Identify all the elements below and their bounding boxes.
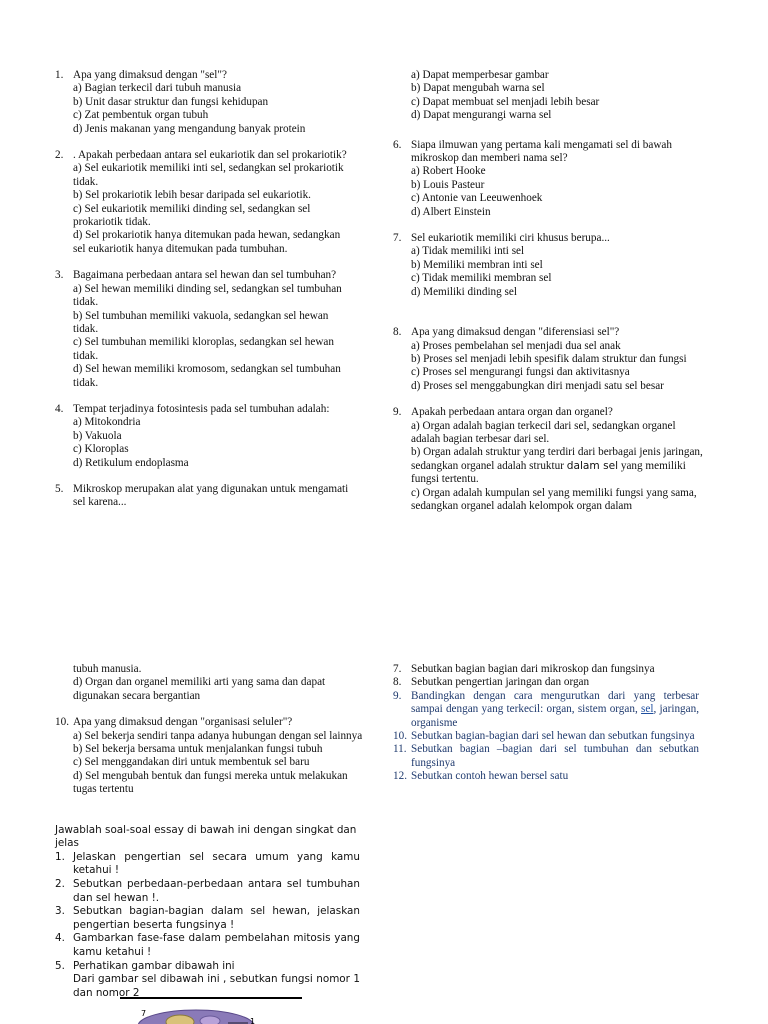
essay-item bbox=[55, 905, 360, 932]
question-number: 6. bbox=[393, 138, 402, 151]
page1-left-column bbox=[55, 69, 355, 523]
question-5 bbox=[55, 483, 355, 510]
question-number: 9. bbox=[393, 406, 402, 419]
option: a) Sel hewan memiliki dinding sel, sedangkan sel tumbuhan tidak. bbox=[73, 282, 342, 309]
option-text: yang memiliki fungsi tertentu. bbox=[411, 459, 686, 486]
option: c) Organ adalah kumpulan sel yang memiliki fungsi yang sama, sedangkan organel adalah kelompok organ dalam bbox=[411, 486, 697, 512]
option: d) Retikulum endoplasma bbox=[73, 456, 189, 469]
question-number: 2. bbox=[55, 149, 64, 162]
question-1 bbox=[55, 69, 355, 136]
diagram-label-7: 7 bbox=[141, 1009, 147, 1018]
page2-left-column bbox=[55, 663, 365, 1000]
list-item bbox=[393, 743, 699, 770]
item-number: 11. bbox=[393, 743, 407, 756]
item-text: Sebutkan bagian bagian dari mikroskop dan fungsinya bbox=[411, 663, 655, 675]
question-number: 7. bbox=[393, 232, 402, 245]
essay-text: Perhatikan gambar dibawah ini bbox=[73, 959, 235, 972]
question-6 bbox=[393, 139, 703, 219]
question-5-options bbox=[393, 69, 703, 123]
option-text: b) Organ adalah struktur yang terdiri dari berbagai jenis jaringan, sedangkan organel adalah struktur bbox=[411, 446, 703, 472]
option: b) Proses sel menjadi lebih spesifik dalam struktur dan fungsi bbox=[411, 352, 687, 365]
question-10 bbox=[55, 716, 365, 796]
item-text: Sebutkan pengertian jaringan dan organ bbox=[411, 676, 590, 689]
question-stem: Sel eukariotik memiliki ciri khusus berupa... bbox=[411, 232, 610, 245]
item-text-tail: , jaringan, organisme bbox=[411, 703, 699, 729]
option: a) Sel eukariotik memiliki inti sel, sedangkan sel prokariotik tidak. bbox=[73, 162, 344, 188]
question-number: 4. bbox=[55, 402, 64, 415]
option: a) Mitokondria bbox=[73, 416, 141, 429]
option: c) Proses sel mengurangi fungsi dan aktivitasnya bbox=[411, 366, 630, 379]
option: a) Dapat memperbesar gambar bbox=[411, 69, 549, 81]
essay-text: Jelaskan pengertian sel secara umum yang kamu ketahui ! bbox=[73, 850, 360, 877]
option: b) Vakuola bbox=[73, 429, 122, 442]
item-text: Sebutkan bagian-bagian dari sel hewan dan sebutkan fungsinya bbox=[411, 730, 695, 743]
option: c) Sel menggandakan diri untuk membentuk sel baru bbox=[73, 756, 310, 769]
option: a) Tidak memiliki inti sel bbox=[411, 245, 525, 258]
option: d) Memiliki dinding sel bbox=[411, 285, 517, 298]
option: c) Sel tumbuhan memiliki kloroplas, sedangkan sel hewan tidak. bbox=[73, 336, 334, 362]
essay-number: 5. bbox=[55, 959, 65, 972]
option: a) Robert Hooke bbox=[411, 165, 486, 178]
option: b) Memiliki membran inti sel bbox=[411, 258, 543, 271]
question-stem: Bagaimana perbedaan antara sel hewan dan sel tumbuhan? bbox=[73, 269, 337, 282]
question-3 bbox=[55, 269, 355, 390]
option: c) Kloroplas bbox=[73, 443, 129, 456]
sel-link[interactable]: sel bbox=[641, 703, 654, 716]
question-7 bbox=[393, 232, 703, 299]
essay-text: Sebutkan perbedaan-perbedaan antara sel tumbuhan dan sel hewan !. bbox=[73, 878, 360, 904]
option: c) Zat pembentuk organ tubuh bbox=[73, 109, 209, 122]
question-2 bbox=[55, 149, 355, 256]
essay-item bbox=[55, 878, 360, 905]
diagram-label-1: 1 bbox=[250, 1017, 256, 1024]
cell-diagram-image bbox=[118, 996, 308, 1024]
essay-item bbox=[55, 851, 360, 878]
question-stem: Apa yang dimaksud dengan "organisasi seluler"? bbox=[73, 716, 293, 729]
option: c) Sel eukariotik memiliki dinding sel, sedangkan sel prokariotik tidak. bbox=[73, 202, 311, 229]
essay-text: Gambarkan fase-fase dalam pembelahan mitosis yang kamu ketahui ! bbox=[73, 932, 360, 958]
question-number: 3. bbox=[55, 269, 64, 282]
question-8 bbox=[393, 326, 703, 393]
item-number: 7. bbox=[393, 663, 402, 675]
essay-instruction: Jawablah soal-soal essay di bawah ini dengan singkat dan jelas bbox=[55, 823, 357, 850]
item-text-wrap bbox=[411, 690, 699, 730]
essay-subtext: Dari gambar sel dibawah ini , sebutkan fungsi nomor 1 dan nomor 2 bbox=[73, 973, 360, 999]
list-item bbox=[393, 730, 699, 743]
question-number: 8. bbox=[393, 326, 402, 339]
essay-number: 1. bbox=[55, 850, 65, 863]
question-number: 1. bbox=[55, 69, 64, 81]
item-text: Sebutkan contoh hewan bersel satu bbox=[411, 770, 569, 783]
essay-section bbox=[55, 824, 360, 1001]
item-number: 12. bbox=[393, 770, 407, 783]
option: b) Sel prokariotik lebih besar daripada sel eukariotik. bbox=[73, 189, 311, 202]
option: d) Jenis makanan yang mengandung banyak protein bbox=[73, 122, 306, 135]
option: a) Bagian terkecil dari tubuh manusia bbox=[73, 82, 242, 95]
item-text: Bandingkan dengan cara mengurutkan dari yang terbesar sampai dengan yang terkecil: organ, sistem organ, bbox=[411, 689, 699, 716]
option: d) Albert Einstein bbox=[411, 205, 491, 218]
option: c) Dapat membuat sel menjadi lebih besar bbox=[411, 95, 600, 108]
item-number: 10. bbox=[393, 730, 407, 743]
option: b) Unit dasar struktur dan fungsi kehidupan bbox=[73, 95, 269, 108]
list-item bbox=[393, 663, 699, 676]
question-number: 5. bbox=[55, 482, 64, 495]
essay-number: 4. bbox=[55, 932, 65, 945]
option: b) Sel tumbuhan memiliki vakuola, sedangkan sel hewan tidak. bbox=[73, 309, 329, 335]
option-text-sans: dalam sel bbox=[566, 459, 619, 472]
item-number: 9. bbox=[393, 689, 402, 702]
option bbox=[411, 446, 703, 486]
option: c) Tidak memiliki membran sel bbox=[411, 272, 552, 285]
essay-item bbox=[55, 932, 360, 959]
list-item bbox=[393, 690, 699, 730]
question-stem: Siapa ilmuwan yang pertama kali mengamati sel di bawah mikroskop dan memberi nama sel? bbox=[411, 138, 672, 165]
page1-right-column bbox=[393, 69, 703, 526]
item-number: 8. bbox=[393, 676, 402, 689]
option: d) Sel mengubah bentuk dan fungsi mereka untuk melakukan tugas tertentu bbox=[73, 769, 348, 796]
option: c) Antonie van Leeuwenhoek bbox=[411, 192, 543, 205]
question-stem: Tempat terjadinya fotosintesis pada sel tumbuhan adalah: bbox=[73, 402, 330, 415]
list-item bbox=[393, 770, 699, 783]
question-stem: Apa yang dimaksud dengan "diferensiasi sel"? bbox=[411, 326, 620, 339]
essay-item bbox=[55, 960, 360, 1001]
question-stem: Apa yang dimaksud dengan "sel"? bbox=[73, 69, 227, 81]
list-item bbox=[393, 676, 699, 689]
question-9-continued bbox=[55, 663, 365, 703]
option: d) Sel hewan memiliki kromosom, sedangkan sel tumbuhan tidak. bbox=[73, 363, 341, 389]
option: d) Proses sel menggabungkan diri menjadi satu sel besar bbox=[411, 379, 664, 392]
option: a) Proses pembelahan sel menjadi dua sel anak bbox=[411, 339, 621, 352]
option: d) Sel prokariotik hanya ditemukan pada hewan, sedangkan sel eukariotik hanya ditemukan pada tumbuhan. bbox=[73, 229, 341, 255]
essay-number: 3. bbox=[55, 905, 65, 918]
question-9 bbox=[393, 406, 703, 513]
question-number: 10. bbox=[55, 716, 69, 729]
essay-number: 2. bbox=[55, 878, 65, 891]
page2-right-column bbox=[393, 663, 699, 784]
option: d) Dapat mengurangi warna sel bbox=[411, 109, 552, 122]
option: b) Sel bekerja bersama untuk menjalankan fungsi tubuh bbox=[73, 743, 323, 756]
question-stem: Apakah perbedaan antara organ dan organel? bbox=[411, 406, 613, 419]
option: a) Organ adalah bagian terkecil dari sel, sedangkan organel adalah bagian terbesar dari sel. bbox=[411, 419, 676, 445]
option: b) Dapat mengubah warna sel bbox=[411, 82, 545, 95]
option: tubuh manusia. bbox=[73, 663, 142, 675]
question-4 bbox=[55, 403, 355, 470]
question-stem: Mikroskop merupakan alat yang digunakan untuk mengamati sel karena... bbox=[73, 482, 349, 509]
option: b) Louis Pasteur bbox=[411, 178, 485, 191]
option: a) Sel bekerja sendiri tanpa adanya hubungan dengan sel lainnya bbox=[73, 729, 363, 742]
essay-text: Sebutkan bagian-bagian dalam sel hewan, jelaskan pengertian beserta fungsinya ! bbox=[73, 905, 360, 931]
option: d) Organ dan organel memiliki arti yang sama dan dapat digunakan secara bergantian bbox=[73, 676, 326, 702]
question-stem: . Apakah perbedaan antara sel eukariotik dan sel prokariotik? bbox=[73, 149, 347, 162]
item-text: Sebutkan bagian –bagian dari sel tumbuhan dan sebutkan fungsinya bbox=[411, 743, 699, 769]
